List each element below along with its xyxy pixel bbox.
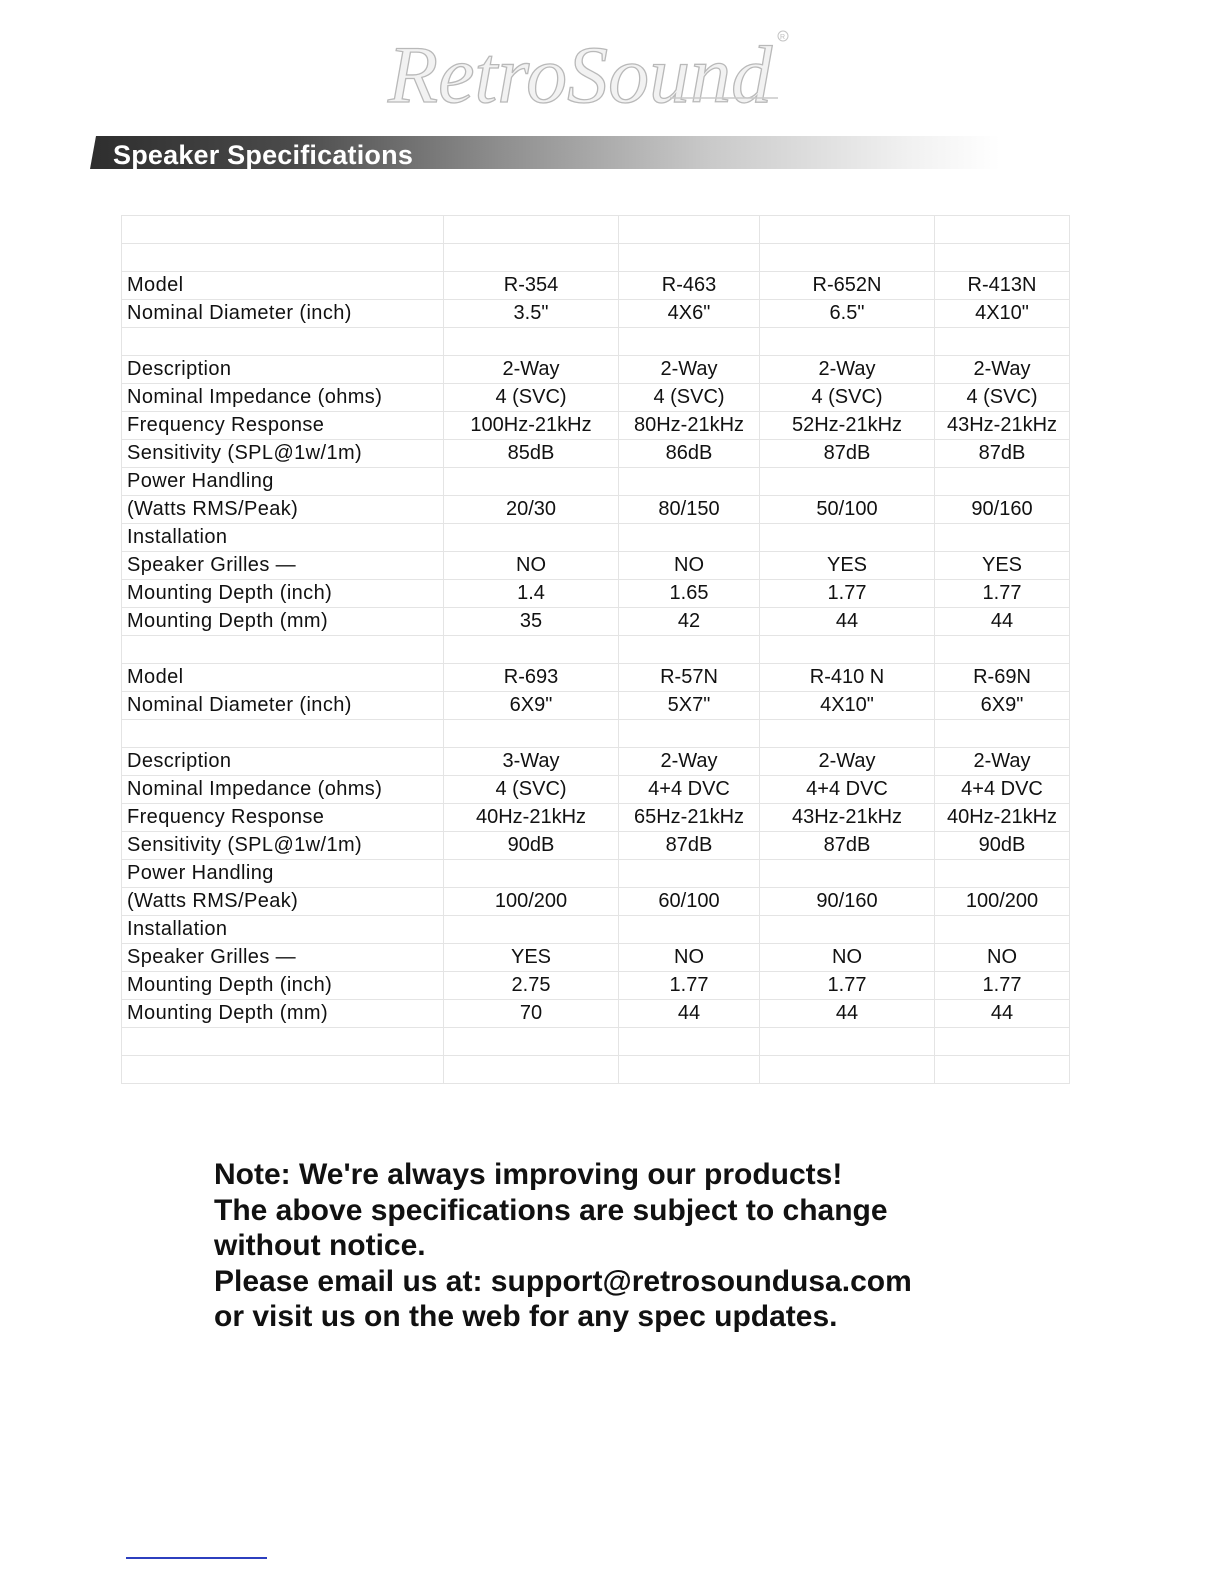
spec-cell xyxy=(760,636,935,664)
row-label: Speaker Grilles — xyxy=(122,944,444,972)
table-row xyxy=(122,916,1070,944)
table-row xyxy=(122,272,1070,300)
table-row xyxy=(122,692,1070,720)
spec-cell: 6X9" xyxy=(935,692,1070,720)
spec-cell: 1.77 xyxy=(935,580,1070,608)
spec-cell: 4+4 DVC xyxy=(760,776,935,804)
spec-cell: 1.77 xyxy=(760,972,935,1000)
spec-cell: 2-Way xyxy=(619,356,760,384)
spec-cell xyxy=(444,860,619,888)
spec-cell: YES xyxy=(760,552,935,580)
spec-cell xyxy=(444,1056,619,1084)
spec-cell: 80/150 xyxy=(619,496,760,524)
spec-cell: 43Hz-21kHz xyxy=(760,804,935,832)
spec-cell xyxy=(935,916,1070,944)
spec-cell: 87dB xyxy=(760,832,935,860)
table-row xyxy=(122,552,1070,580)
spec-cell xyxy=(935,720,1070,748)
spec-cell: 2-Way xyxy=(760,748,935,776)
table-row xyxy=(122,440,1070,468)
spec-cell xyxy=(444,720,619,748)
spec-cell xyxy=(444,1028,619,1056)
spec-cell: NO xyxy=(444,552,619,580)
spec-cell: R-354 xyxy=(444,272,619,300)
spec-cell: 4X10" xyxy=(935,300,1070,328)
row-label: Power Handling xyxy=(122,860,444,888)
table-row xyxy=(122,888,1070,916)
spec-cell: 52Hz-21kHz xyxy=(760,412,935,440)
table-row xyxy=(122,328,1070,356)
retrosound-logo xyxy=(380,14,800,124)
svg-text:R: R xyxy=(780,34,786,41)
table-row xyxy=(122,356,1070,384)
spec-cell: 4 (SVC) xyxy=(619,384,760,412)
table-row xyxy=(122,300,1070,328)
spec-cell xyxy=(935,328,1070,356)
spec-cell: 2-Way xyxy=(935,356,1070,384)
spec-cell xyxy=(444,636,619,664)
spec-cell: NO xyxy=(619,944,760,972)
row-label: Installation xyxy=(122,524,444,552)
spec-cell xyxy=(935,244,1070,272)
spec-cell: YES xyxy=(935,552,1070,580)
spec-cell xyxy=(760,860,935,888)
spec-cell: 3.5" xyxy=(444,300,619,328)
row-label: Nominal Diameter (inch) xyxy=(122,300,444,328)
note-line: Note: We're always improving our products! xyxy=(214,1158,843,1191)
row-label: Description xyxy=(122,748,444,776)
spec-cell: 40Hz-21kHz xyxy=(935,804,1070,832)
spec-cell: 2-Way xyxy=(760,356,935,384)
note-line: without notice. xyxy=(214,1229,426,1262)
spec-cell: 86dB xyxy=(619,440,760,468)
spec-cell: 70 xyxy=(444,1000,619,1028)
row-label: Speaker Grilles — xyxy=(122,552,444,580)
row-label xyxy=(122,244,444,272)
spec-cell: 4 (SVC) xyxy=(760,384,935,412)
row-label xyxy=(122,720,444,748)
footer-rule xyxy=(126,1557,267,1559)
row-label: Installation xyxy=(122,916,444,944)
spec-cell xyxy=(935,468,1070,496)
row-label: Mounting Depth (mm) xyxy=(122,1000,444,1028)
note-block xyxy=(214,1157,912,1335)
spec-cell xyxy=(935,216,1070,244)
row-label xyxy=(122,636,444,664)
spec-cell: R-693 xyxy=(444,664,619,692)
row-label: Model xyxy=(122,664,444,692)
spec-cell xyxy=(444,244,619,272)
spec-cell: 4X6" xyxy=(619,300,760,328)
table-row xyxy=(122,972,1070,1000)
spec-cell xyxy=(935,636,1070,664)
spec-cell: 40Hz-21kHz xyxy=(444,804,619,832)
spec-cell: 90dB xyxy=(444,832,619,860)
spec-cell: 44 xyxy=(619,1000,760,1028)
spec-cell: 1.77 xyxy=(760,580,935,608)
table-row xyxy=(122,216,1070,244)
spec-cell: 90/160 xyxy=(760,888,935,916)
spec-cell: 4+4 DVC xyxy=(619,776,760,804)
spec-cell: NO xyxy=(619,552,760,580)
spec-cell: 4 (SVC) xyxy=(444,384,619,412)
spec-cell xyxy=(935,860,1070,888)
spec-cell xyxy=(619,1028,760,1056)
spec-cell: 1.77 xyxy=(619,972,760,1000)
spec-cell: 50/100 xyxy=(760,496,935,524)
svg-text:RetroSound: RetroSound xyxy=(388,29,773,120)
table-row xyxy=(122,608,1070,636)
spec-cell xyxy=(760,1056,935,1084)
row-label: Frequency Response xyxy=(122,412,444,440)
row-label: Description xyxy=(122,356,444,384)
table-row xyxy=(122,720,1070,748)
spec-cell xyxy=(444,468,619,496)
spec-cell xyxy=(619,524,760,552)
table-row xyxy=(122,748,1070,776)
spec-cell: 87dB xyxy=(619,832,760,860)
spec-cell: R-652N xyxy=(760,272,935,300)
row-label: Mounting Depth (inch) xyxy=(122,972,444,1000)
table-row xyxy=(122,860,1070,888)
row-label xyxy=(122,328,444,356)
row-label: Sensitivity (SPL@1w/1m) xyxy=(122,832,444,860)
spec-cell: 100Hz-21kHz xyxy=(444,412,619,440)
spec-cell: 6.5" xyxy=(760,300,935,328)
spec-cell xyxy=(444,216,619,244)
spec-cell: R-69N xyxy=(935,664,1070,692)
spec-cell: 87dB xyxy=(935,440,1070,468)
spec-cell: 90/160 xyxy=(935,496,1070,524)
table-row xyxy=(122,1028,1070,1056)
row-label: Frequency Response xyxy=(122,804,444,832)
spec-cell: 60/100 xyxy=(619,888,760,916)
spec-cell xyxy=(444,524,619,552)
spec-cell xyxy=(444,916,619,944)
spec-cell: 2.75 xyxy=(444,972,619,1000)
row-label: Nominal Impedance (ohms) xyxy=(122,776,444,804)
spec-cell xyxy=(619,636,760,664)
spec-cell: 65Hz-21kHz xyxy=(619,804,760,832)
spec-cell: 2-Way xyxy=(619,748,760,776)
table-row xyxy=(122,580,1070,608)
note-line: or visit us on the web for any spec updates. xyxy=(214,1300,838,1333)
spec-cell: 4X10" xyxy=(760,692,935,720)
spec-cell: 42 xyxy=(619,608,760,636)
spec-cell: R-410 N xyxy=(760,664,935,692)
spec-cell: 6X9" xyxy=(444,692,619,720)
spec-cell xyxy=(935,1028,1070,1056)
spec-cell: 4 (SVC) xyxy=(444,776,619,804)
spec-cell: 44 xyxy=(935,1000,1070,1028)
row-label: Sensitivity (SPL@1w/1m) xyxy=(122,440,444,468)
spec-cell: R-413N xyxy=(935,272,1070,300)
row-label: Nominal Impedance (ohms) xyxy=(122,384,444,412)
spec-cell xyxy=(760,244,935,272)
row-label: Model xyxy=(122,272,444,300)
spec-cell xyxy=(760,216,935,244)
row-label: Nominal Diameter (inch) xyxy=(122,692,444,720)
spec-cell: R-463 xyxy=(619,272,760,300)
speaker-spec-table xyxy=(121,215,1070,1084)
spec-cell: 4+4 DVC xyxy=(935,776,1070,804)
table-row xyxy=(122,496,1070,524)
spec-cell: 35 xyxy=(444,608,619,636)
table-row xyxy=(122,776,1070,804)
spec-cell xyxy=(760,916,935,944)
spec-cell xyxy=(619,860,760,888)
spec-cell xyxy=(619,720,760,748)
spec-cell xyxy=(619,244,760,272)
table-row xyxy=(122,524,1070,552)
spec-cell: 20/30 xyxy=(444,496,619,524)
row-label: Mounting Depth (mm) xyxy=(122,608,444,636)
note-line: Please email us at: support@retrosoundusa.com xyxy=(214,1264,912,1298)
row-label xyxy=(122,1056,444,1084)
row-label: Mounting Depth (inch) xyxy=(122,580,444,608)
spec-cell xyxy=(619,216,760,244)
spec-cell: NO xyxy=(760,944,935,972)
spec-cell: 100/200 xyxy=(935,888,1070,916)
spec-cell xyxy=(760,1028,935,1056)
row-label xyxy=(122,1028,444,1056)
table-row xyxy=(122,244,1070,272)
spec-cell xyxy=(619,1056,760,1084)
table-row xyxy=(122,832,1070,860)
spec-table-body xyxy=(122,216,1070,1084)
spec-cell: 2-Way xyxy=(935,748,1070,776)
spec-cell xyxy=(760,328,935,356)
row-label xyxy=(122,216,444,244)
spec-cell xyxy=(760,524,935,552)
row-label: (Watts RMS/Peak) xyxy=(122,496,444,524)
spec-cell: 5X7" xyxy=(619,692,760,720)
spec-cell: 44 xyxy=(760,608,935,636)
spec-cell: 1.77 xyxy=(935,972,1070,1000)
spec-cell xyxy=(935,1056,1070,1084)
spec-cell: 3-Way xyxy=(444,748,619,776)
spec-cell: 2-Way xyxy=(444,356,619,384)
table-row xyxy=(122,944,1070,972)
table-row xyxy=(122,468,1070,496)
table-row xyxy=(122,412,1070,440)
spec-cell: 43Hz-21kHz xyxy=(935,412,1070,440)
spec-cell: 80Hz-21kHz xyxy=(619,412,760,440)
note-line: The above specifications are subject to change xyxy=(214,1193,888,1227)
spec-cell: 90dB xyxy=(935,832,1070,860)
table-row xyxy=(122,1056,1070,1084)
table-row xyxy=(122,384,1070,412)
spec-cell xyxy=(760,720,935,748)
spec-cell xyxy=(935,524,1070,552)
spec-cell: 85dB xyxy=(444,440,619,468)
spec-cell: 100/200 xyxy=(444,888,619,916)
spec-cell: R-57N xyxy=(619,664,760,692)
spec-cell xyxy=(619,468,760,496)
spec-cell: 87dB xyxy=(760,440,935,468)
spec-cell: 44 xyxy=(935,608,1070,636)
spec-cell: 4 (SVC) xyxy=(935,384,1070,412)
row-label: (Watts RMS/Peak) xyxy=(122,888,444,916)
table-row xyxy=(122,664,1070,692)
table-row xyxy=(122,804,1070,832)
spec-cell: 44 xyxy=(760,1000,935,1028)
spec-cell xyxy=(619,328,760,356)
row-label: Power Handling xyxy=(122,468,444,496)
spec-cell xyxy=(760,468,935,496)
spec-cell: NO xyxy=(935,944,1070,972)
spec-cell: 1.65 xyxy=(619,580,760,608)
spec-cell xyxy=(444,328,619,356)
spec-cell xyxy=(619,916,760,944)
table-row xyxy=(122,1000,1070,1028)
table-row xyxy=(122,636,1070,664)
spec-cell: YES xyxy=(444,944,619,972)
section-title: Speaker Specifications xyxy=(113,140,414,170)
spec-cell: 1.4 xyxy=(444,580,619,608)
